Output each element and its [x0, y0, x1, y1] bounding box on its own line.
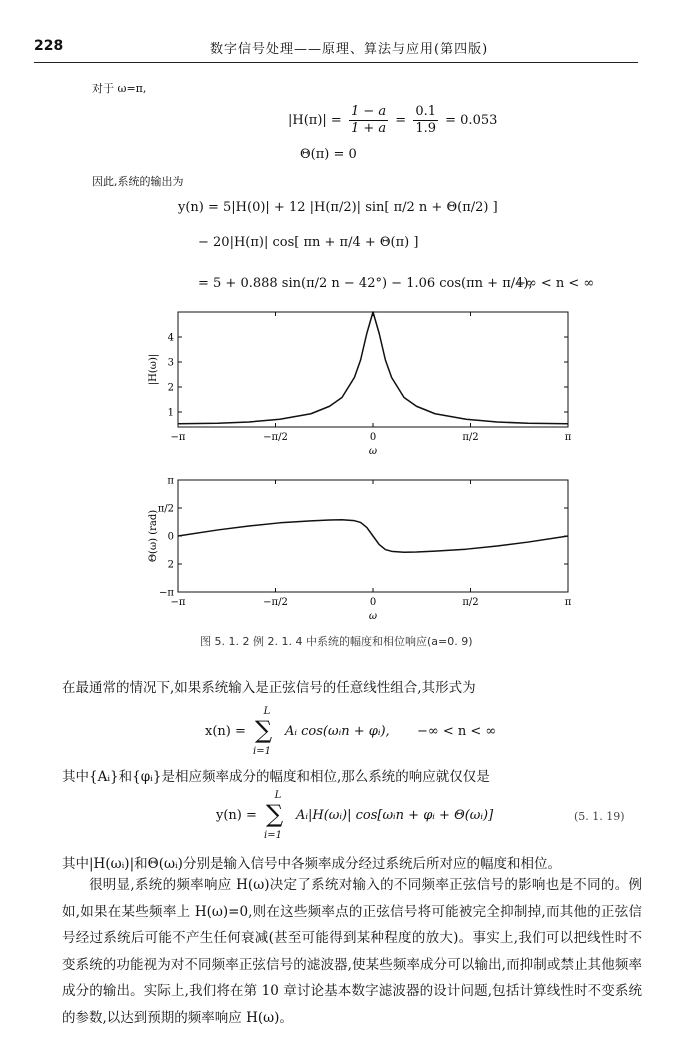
sum-lower-limit: i=1: [264, 830, 282, 841]
series-line: [178, 312, 568, 424]
sum-symbol: ∑: [255, 716, 273, 744]
general-case-text: 在最通常的情况下,如果系统输入是正弦信号的任意线性组合,其形式为: [62, 680, 476, 696]
y-axis-label: |H(ω)|: [148, 353, 159, 386]
x-tick-label: 0: [369, 432, 377, 443]
output-eq-range: −∞ < n < ∞: [515, 276, 595, 291]
therefore-text: 因此,系统的输出为: [92, 175, 184, 188]
figure-caption: 图 5. 1. 2 例 2. 1. 4 中系统的幅度和相位响应(a=0. 9): [200, 635, 473, 648]
x-tick-label: π/2: [462, 432, 479, 443]
running-header: 数字信号处理——原理、算法与应用(第四版): [210, 42, 489, 57]
series-line: [178, 520, 568, 552]
mag-lhs: |H(π)| =: [288, 113, 342, 128]
y-tick-label: 3: [167, 357, 174, 369]
x-tick-label: π: [564, 432, 572, 443]
magnitude-equation: |H(π)| = $\frac{1 - a}{1 + a}$ = $\frac{0.1}{1.9}$ = 0.053: [288, 104, 498, 136]
plot-frame: [178, 312, 568, 427]
equation-number: (5. 1. 19): [574, 810, 625, 823]
for-omega-pi-text: 对于 ω=π,: [92, 82, 147, 95]
y-tick-label: π: [167, 475, 174, 487]
y-tick-label: 0: [167, 531, 174, 543]
y-tick-label: −π: [159, 587, 174, 599]
where-h-text: 其中|H(ωᵢ)|和Θ(ωᵢ)分别是输入信号中各频率成分经过系统后所对应的幅度和相位。: [62, 856, 561, 872]
mag-frac2-den: 1.9: [415, 121, 436, 136]
x-tick-label: −π/2: [263, 432, 288, 443]
phase-equation: Θ(π) = 0: [300, 147, 357, 162]
x-tick-label: −π: [170, 597, 186, 608]
x-tick-label: −π/2: [263, 597, 288, 608]
where-ai-text: 其中{Aᵢ}和{φᵢ}是相应频率成分的幅度和相位,那么系统的响应就仅仅是: [62, 769, 490, 785]
y-tick-label: 2: [167, 559, 174, 571]
sum-upper-limit: L: [263, 706, 271, 717]
sum-symbol: ∑: [266, 800, 284, 828]
mag-result: = 0.053: [445, 113, 498, 128]
x-tick-label: π: [564, 597, 572, 608]
output-eq-line3: = 5 + 0.888 sin(π/2 n − 42°) − 1.06 cos(πn + π/4),: [198, 276, 533, 291]
x-axis-label: ω: [368, 446, 378, 457]
x-eq-body: Aᵢ cos(ωᵢn + φᵢ),: [285, 724, 390, 739]
page-number: 228: [34, 38, 64, 54]
input-sum-equation: [205, 706, 605, 760]
y-tick-label: π/2: [157, 503, 174, 515]
x-axis-label: ω: [368, 611, 378, 620]
output-eq-line2: − 20|H(π)| cos[ πn + π/4 + Θ(π) ]: [198, 235, 419, 250]
x-eq-range: −∞ < n < ∞: [417, 724, 497, 739]
y-tick-label: 4: [167, 332, 174, 344]
mag-frac1-num: 1 − a: [350, 104, 387, 119]
sum-upper-limit: L: [274, 790, 282, 801]
y-eq-body: Aᵢ|H(ωᵢ)| cos[ωᵢn + φᵢ + Θ(ωᵢ)]: [296, 808, 494, 823]
x-tick-label: −π: [170, 432, 186, 443]
phase-plot: [140, 470, 580, 620]
final-paragraph: 很明显,系统的频率响应 H(ω)决定了系统对输入的不同频率正弦信号的影响也是不同的。例如,如果在某些频率上 H(ω)=0,则在这些频率点的正弦信号将可能被完全抑制掉,而其他的正弦信号经过系统后可能不产生任何衰减(甚至可能得到某种程度的放大)。事实上,我们可以把线性时不变系统的功能视为对不同频率正弦信号的滤波器,使某些频率成分可以输出,而抑制或禁止其他频率成分的输出。实际上,我们将在第 10 章讨论基本数字滤波器的设计问题,包括计算线性时不变系统的参数,以达到预期的频率响应 H(ω)。: [62, 877, 642, 1026]
magnitude-plot: [140, 302, 580, 462]
y-axis-label: Θ(ω) (rad): [148, 509, 159, 563]
x-tick-label: 0: [369, 597, 377, 608]
x-tick-label: π/2: [462, 597, 479, 608]
sum-lower-limit: i=1: [253, 746, 271, 757]
output-sum-equation: [216, 790, 636, 844]
x-eq-lhs: x(n) =: [205, 724, 246, 739]
y-eq-lhs: y(n) =: [216, 808, 257, 823]
header-rule: [34, 62, 638, 63]
output-eq-line1: y(n) = 5|H(0)| + 12 |H(π/2)| sin[ π/2 n + Θ(π/2) ]: [178, 200, 498, 215]
mag-frac1-den: 1 + a: [350, 121, 387, 136]
mag-frac2-num: 0.1: [415, 104, 436, 119]
y-tick-label: 1: [167, 407, 174, 419]
y-tick-label: 2: [167, 382, 174, 394]
